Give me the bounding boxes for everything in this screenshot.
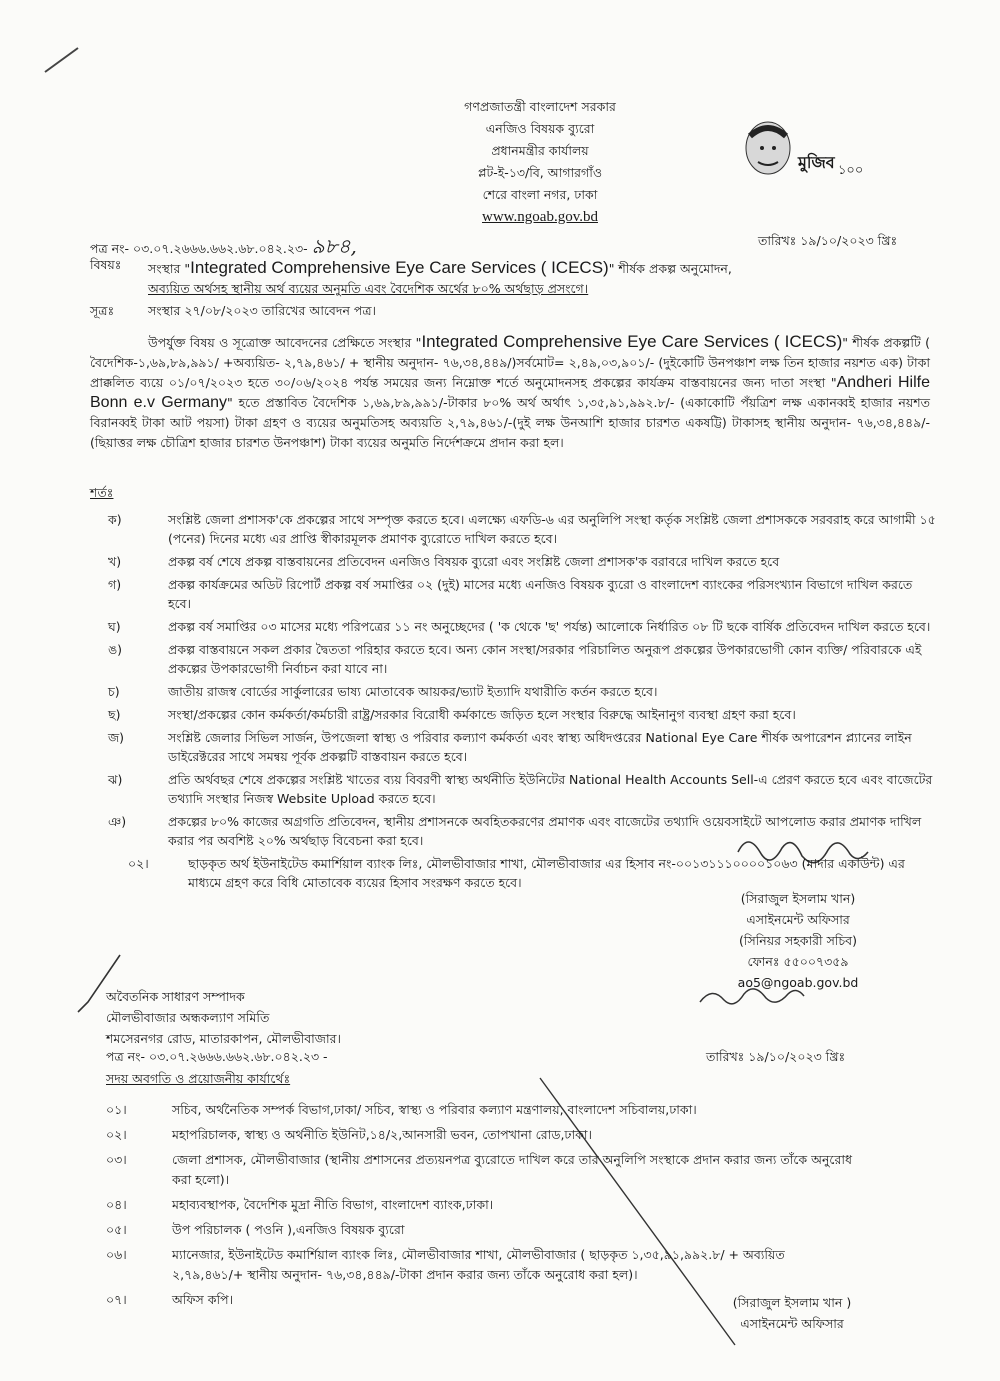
copy-text: অফিস কপি। (172, 1292, 234, 1307)
ref-handwritten: ৯৮৪, (311, 234, 357, 258)
memo-date: তারিখঃ ১৯/১০/২০২৩ খ্রিঃ (758, 233, 898, 248)
letterhead-line: প্রধানমন্ত্রীর কার্যালয় (491, 143, 589, 158)
condition-item (108, 682, 938, 701)
condition-item (108, 617, 938, 636)
condition-text: সংস্থা/প্রকল্পের কোন কর্মকর্তা/কর্মচারী রাষ্ট্র/সরকার বিরোধী কর্মকান্ডে জড়িত হলে সংস্থার বিরুদ্ধে আইনানুগ ব্যবস্থা গ্রহণ করা হবে। (168, 707, 796, 722)
mujib-100-logo (728, 118, 868, 190)
condition-key: চ) (108, 684, 120, 699)
subject-line2: অব্যয়িত অর্থসহ স্থানীয় অর্থ ব্যয়ের অনুমতি এবং বৈদেশিক অর্থের ৮০% অর্থছাড় প্রসংগে। (148, 281, 589, 297)
condition-item (128, 854, 938, 892)
copy-text: জেলা প্রশাসক, মৌলভীবাজার (স্থানীয় প্রশাসনের প্রত্যয়নপত্র ব্যুরোতে দাখিল করে তার অনুলিপি সংস্থাকে প্রদান করার জন্য তাঁকে অনুরোধ করা হলো)। (172, 1152, 852, 1187)
condition-key: ছ) (108, 707, 121, 722)
copy-date: তারিখঃ ১৯/১০/২০২৩ খ্রিঃ (706, 1049, 846, 1064)
condition-item (108, 575, 938, 613)
subject-block (90, 256, 920, 298)
signer-name: (সিরাজুল ইসলাম খান ) (732, 1295, 852, 1310)
copy-reference: পত্র নং- ০৩.০৭.২৬৬৬.৬৬২.৬৮.০৪২.২৩ - (106, 1049, 328, 1064)
condition-item (108, 728, 938, 766)
copy-text: উপ পরিচালক ( পওনি ),এনজিও বিষয়ক ব্যুরো (172, 1222, 405, 1237)
copy-item (106, 1100, 856, 1120)
condition-item (108, 552, 938, 571)
body-mid: " শীর্ষক প্রকল্পটি ( বৈদেশিক-১,৬৯,৮৯,৯৯১/ +অব্যয়িত- ২,৭৯,৪৬১/ + স্থানীয় অনুদান- ৭৬,৩৪,৪৪৯/)সর্বমোট= ২,৪৯,০৩,৯০১/- (দুইকোটি উনপঞ্চাশ লক্ষ তিন হাজার নয়শত এক) টাকা প্রাক্কলিত ব্যয়ে ০১/০৭/২০২৩ হতে ৩০/০৬/২০২৪ পর্যন্ত সময়ের জন্য নিম্নোক্ত শর্তে অনুমোদনসহ প্রকল্পের কার্যক্রম বাস্তবায়নের জন্য দাতা সংস্থা " (90, 335, 930, 390)
condition-item (108, 705, 938, 724)
condition-text: প্রকল্প বর্ষ সমাপ্তির ০৩ মাসের মধ্যে পরিপত্রের ১১ নং অনুচ্ছেদের ( 'ক থেকে 'ছ' পর্যন্ত) আলোকে নির্ধারিত ০৮ টি ছকে বার্ষিক প্রতিবেদন দাখিল করতে হবে। (168, 619, 931, 634)
signature-block (718, 888, 878, 993)
source-text: সংস্থার ২৭/০৮/২০২৩ তারিখের আবেদন পত্র। (148, 303, 377, 318)
signature-block-2 (722, 1292, 862, 1334)
condition-key: ঝ) (108, 772, 123, 787)
signer-name: (সিরাজুল ইসলাম খান) (740, 891, 856, 906)
copy-text: মহাপরিচালক, স্বাস্থ্য ও অর্থনীতি ইউনিট,১৪/২,আনসারী ভবন, তোপখানা রোড,ঢাকা। (172, 1127, 592, 1142)
condition-key: গ) (108, 577, 122, 592)
condition-item (108, 812, 938, 850)
condition-text: প্রকল্প বাস্তবায়নে সকল প্রকার দ্বৈততা পরিহার করতে হবে। অন্য কোন সংস্থা/সরকার পরিচালিত অনুরূপ প্রকল্পের উপকারভোগী কোন ব্যক্তি/ পরিবারকে এই প্রকল্পের উপকারভোগী নির্বাচন করা যাবে না। (168, 642, 922, 676)
conditions-heading: শর্তঃ (90, 485, 114, 500)
copy-item (106, 1220, 856, 1240)
condition-key: জ) (108, 730, 125, 745)
body-post: " হতে প্রস্তাবিত বৈদেশিক ১,৬৯,৮৯,৯৯১/-টাকার ৮০% অর্থ অর্থাৎ ১,৩৫,৯১,৯৯২.৮/- (একাকোটি পঁয়ত্রিশ লক্ষ একানব্বই হাজার নয়শত বিরানব্বই টাকা আট পয়সা) টাকা গ্রহণ ও ব্যয়ের অনুমতিসহ অব্যয়তি ২,৭৯,৪৬১/-(দুই লক্ষ উনআশি হাজার চারশত একষট্টি) টাকাসহ স্থানীয় অনুদান- ৭৬,৩৪,৪৪৯/-(ছিয়াত্তর লক্ষ চৌত্রিশ হাজার চারশত উনপঞ্চাশ) টাকা ব্যয়ের অনুমতি নির্দেশক্রমে প্রদান করা হল। (90, 395, 930, 450)
subject-post: " শীর্ষক প্রকল্প অনুমোদন, (608, 261, 732, 276)
signer-designation: এসাইনমেন্ট অফিসার (746, 912, 850, 927)
condition-item (108, 510, 938, 548)
logo-text: মুজিব (798, 153, 835, 172)
copy-text: ম্যানেজার, ইউনাইটেড কমার্শিয়াল ব্যাংক লিঃ, মৌলভীবাজার শাখা, মৌলভীবাজার ( ছাড়কৃত ১,৩৫,৯১,৯৯২.৮/ + অব্যয়িত ২,৭৯,৪৬১/+ স্থানীয় অনুদান- ৭৬,৩৪,৪৪৯/-টাকা প্রদান করার জন্য তাঁকে অনুরোধ করা হল)। (172, 1247, 785, 1282)
subject-pre: সংস্থার " (148, 261, 191, 276)
copy-item (106, 1125, 856, 1145)
condition-key: ঘ) (108, 619, 121, 634)
letterhead (380, 96, 700, 228)
body-donor: Andheri Hilfe Bonn e.v Germany (90, 374, 930, 411)
condition-text: প্রকল্প বর্ষ শেষে প্রকল্প বাস্তবায়নের প্রতিবেদন এনজিও বিষয়ক ব্যুরো এবং সংশ্লিষ্ট জেলা প্রশাসক'ক বরাবরে দাখিল করতে হবে (168, 554, 780, 569)
body-pre: উপর্যুক্ত বিষয় ও সূত্রোক্ত আবেদনের প্রেক্ষিতে সংস্থার " (148, 335, 422, 350)
copy-key: ০৫। (106, 1222, 127, 1237)
body-paragraph (90, 332, 930, 453)
condition-key: ঙ) (108, 642, 123, 657)
body-project: Integrated Comprehensive Eye Care Services ( ICECS) (421, 332, 843, 351)
copy-heading: সদয় অবগতি ও প্রয়োজনীয় কার্যার্থেঃ (106, 1071, 291, 1086)
letterhead-line: প্লট-ই-১৩/বি, আগারগাঁও (477, 165, 603, 180)
recipient-block (106, 986, 341, 1049)
copy-item (106, 1245, 856, 1285)
condition-text: প্রকল্প কার্যক্রমের অডিট রিপোর্ট প্রকল্প বর্ষ সমাপ্তির ০২ (দুই) মাসের মধ্যে এনজিও বিষয়ক ব্যুরো ও বাংলাদেশ ব্যাংকের পরিসংখ্যান বিভাগে দাখিল করতে হবে। (168, 577, 913, 611)
copy-key: ০৭। (106, 1292, 127, 1307)
condition-text: প্রকল্পের ৮০% কাজের অগ্রগতি প্রতিবেদন, স্থানীয় প্রশাসনকে অবহিতকরণের প্রমাণক এবং বাজেটের তথ্যাদি ওয়েবসাইটে আপলোড করার প্রমাণক দাখিল করার পর অবশিষ্ট ২০% অর্থছাড় বিবেচনা করা হবে। (168, 814, 922, 848)
letterhead-line: গণপ্রজাতন্ত্রী বাংলাদেশ সরকার (464, 99, 616, 114)
copy-item (106, 1150, 856, 1190)
copy-text: মহাব্যবস্থাপক, বৈদেশিক মুদ্রা নীতি বিভাগ, বাংলাদেশ ব্যাংক,ঢাকা। (172, 1197, 494, 1212)
condition-text: জাতীয় রাজস্ব বোর্ডের সার্কুলারের ভাষ্য মোতাবেক আয়কর/ভ্যাট ইত্যাদি যথারীতি কর্তন করতে হবে। (168, 684, 658, 699)
letterhead-line: শেরে বাংলা নগর, ঢাকা (482, 187, 598, 202)
condition-text: সংশ্লিষ্ট জেলা প্রশাসক'কে প্রকল্পের সাথে সম্পৃক্ত করতে হবে। এলক্ষ্যে এফডি-৬ এর অনুলিপি সংস্থা কর্তৃক সংশ্লিষ্ট জেলা প্রশাসককে সরবরাহ করে আগামী ১৫ (পনের) দিনের মধ্যে এর প্রাপ্তি স্বীকারমূলক প্রমাণক ব্যুরোতে দাখিল করতে হবে। (168, 512, 936, 546)
source-label: সূত্রঃ (90, 303, 115, 318)
copy-key: ০২। (106, 1127, 127, 1142)
copy-list (106, 1100, 856, 1315)
condition-key: ০২। (128, 856, 149, 871)
copy-item (106, 1195, 856, 1215)
signer-designation: এসাইনমেন্ট অফিসার (740, 1316, 844, 1331)
signer-rank: (সিনিয়র সহকারী সচিব) (739, 933, 857, 948)
condition-text: সংশ্লিষ্ট জেলার সিভিল সার্জন, উপজেলা স্বাস্থ্য ও পরিবার কল্যাণ কর্মকর্তা এবং স্বাস্থ্য অধিদপ্তরের National Eye Care শীর্ষক অপারেশন প্ল্যানের লাইন ডাইরেক্টরের সাথে সমন্বয় পূর্বক প্রকল্পটি বাস্তবায়ন করতে হবে। (168, 730, 912, 764)
source-block (90, 302, 920, 320)
recipient-line: শমসেরনগর রোড, মাতারকাপন, মৌলভীবাজার। (106, 1031, 341, 1046)
logo-badge: ১০০ (838, 163, 864, 178)
copy-key: ০১। (106, 1102, 127, 1117)
copy-key: ০৩। (106, 1152, 127, 1167)
condition-text: ছাড়কৃত অর্থ ইউনাইটেড কমার্শিয়াল ব্যাংক লিঃ, মৌলভীবাজার শাখা, মৌলভীবাজার এর হিসাব নং-০০১৩১১১০০০০১০৬৩ (মাদার একাউন্ট) এর মাধ্যমে গ্রহণ করে বিধি মোতাবেক ব্যয়ের হিসাব সংরক্ষণ করতে হবে। (188, 856, 905, 890)
copy-key: ০৪। (106, 1197, 127, 1212)
conditions-list (108, 510, 938, 896)
condition-item (108, 640, 938, 678)
condition-key: খ) (108, 554, 122, 569)
condition-key: ঞ) (108, 814, 127, 829)
website-link[interactable]: www.ngoab.gov.bd (482, 209, 598, 225)
signer-email[interactable]: ao5@ngoab.gov.bd (737, 975, 859, 990)
copy-text: সচিব, অর্থনৈতিক সম্পর্ক বিভাগ,ঢাকা/ সচিব, স্বাস্থ্য ও পরিবার কল্যাণ মন্ত্রণালয়, বাংলাদেশ সচিবালয়,ঢাকা। (172, 1102, 697, 1117)
condition-text: প্রতি অর্থবছর শেষে প্রকল্পের সংশ্লিষ্ট খাতের ব্যয় বিবরণী স্বাস্থ্য অর্থনীতি ইউনিটের National Health Accounts Sell-এ প্রেরণ করতে হবে এবং বাজেটের তথ্যাদি সংস্থার নিজস্ব Website Upload করতে হবে। (168, 772, 933, 806)
ref-label: পত্র নং- (90, 241, 129, 256)
condition-key: ক) (108, 512, 122, 527)
ref-number: ০৩.০৭.২৬৬৬.৬৬২.৬৮.০৪২.২৩- (132, 241, 308, 256)
recipient-line: অবৈতনিক সাধারণ সম্পাদক (106, 989, 245, 1004)
letterhead-line: এনজিও বিষয়ক ব্যুরো (485, 121, 595, 136)
copy-key: ০৬। (106, 1247, 127, 1262)
subject-label: বিষয়ঃ (90, 257, 122, 272)
subject-project: Integrated Comprehensive Eye Care Services ( ICECS) (190, 258, 609, 277)
condition-item (108, 770, 938, 808)
signer-phone: ফোনঃ ৫৫০০৭৩৫৯ (747, 954, 849, 969)
recipient-line: মৌলভীবাজার অন্ধকল্যাণ সমিতি (106, 1010, 270, 1025)
